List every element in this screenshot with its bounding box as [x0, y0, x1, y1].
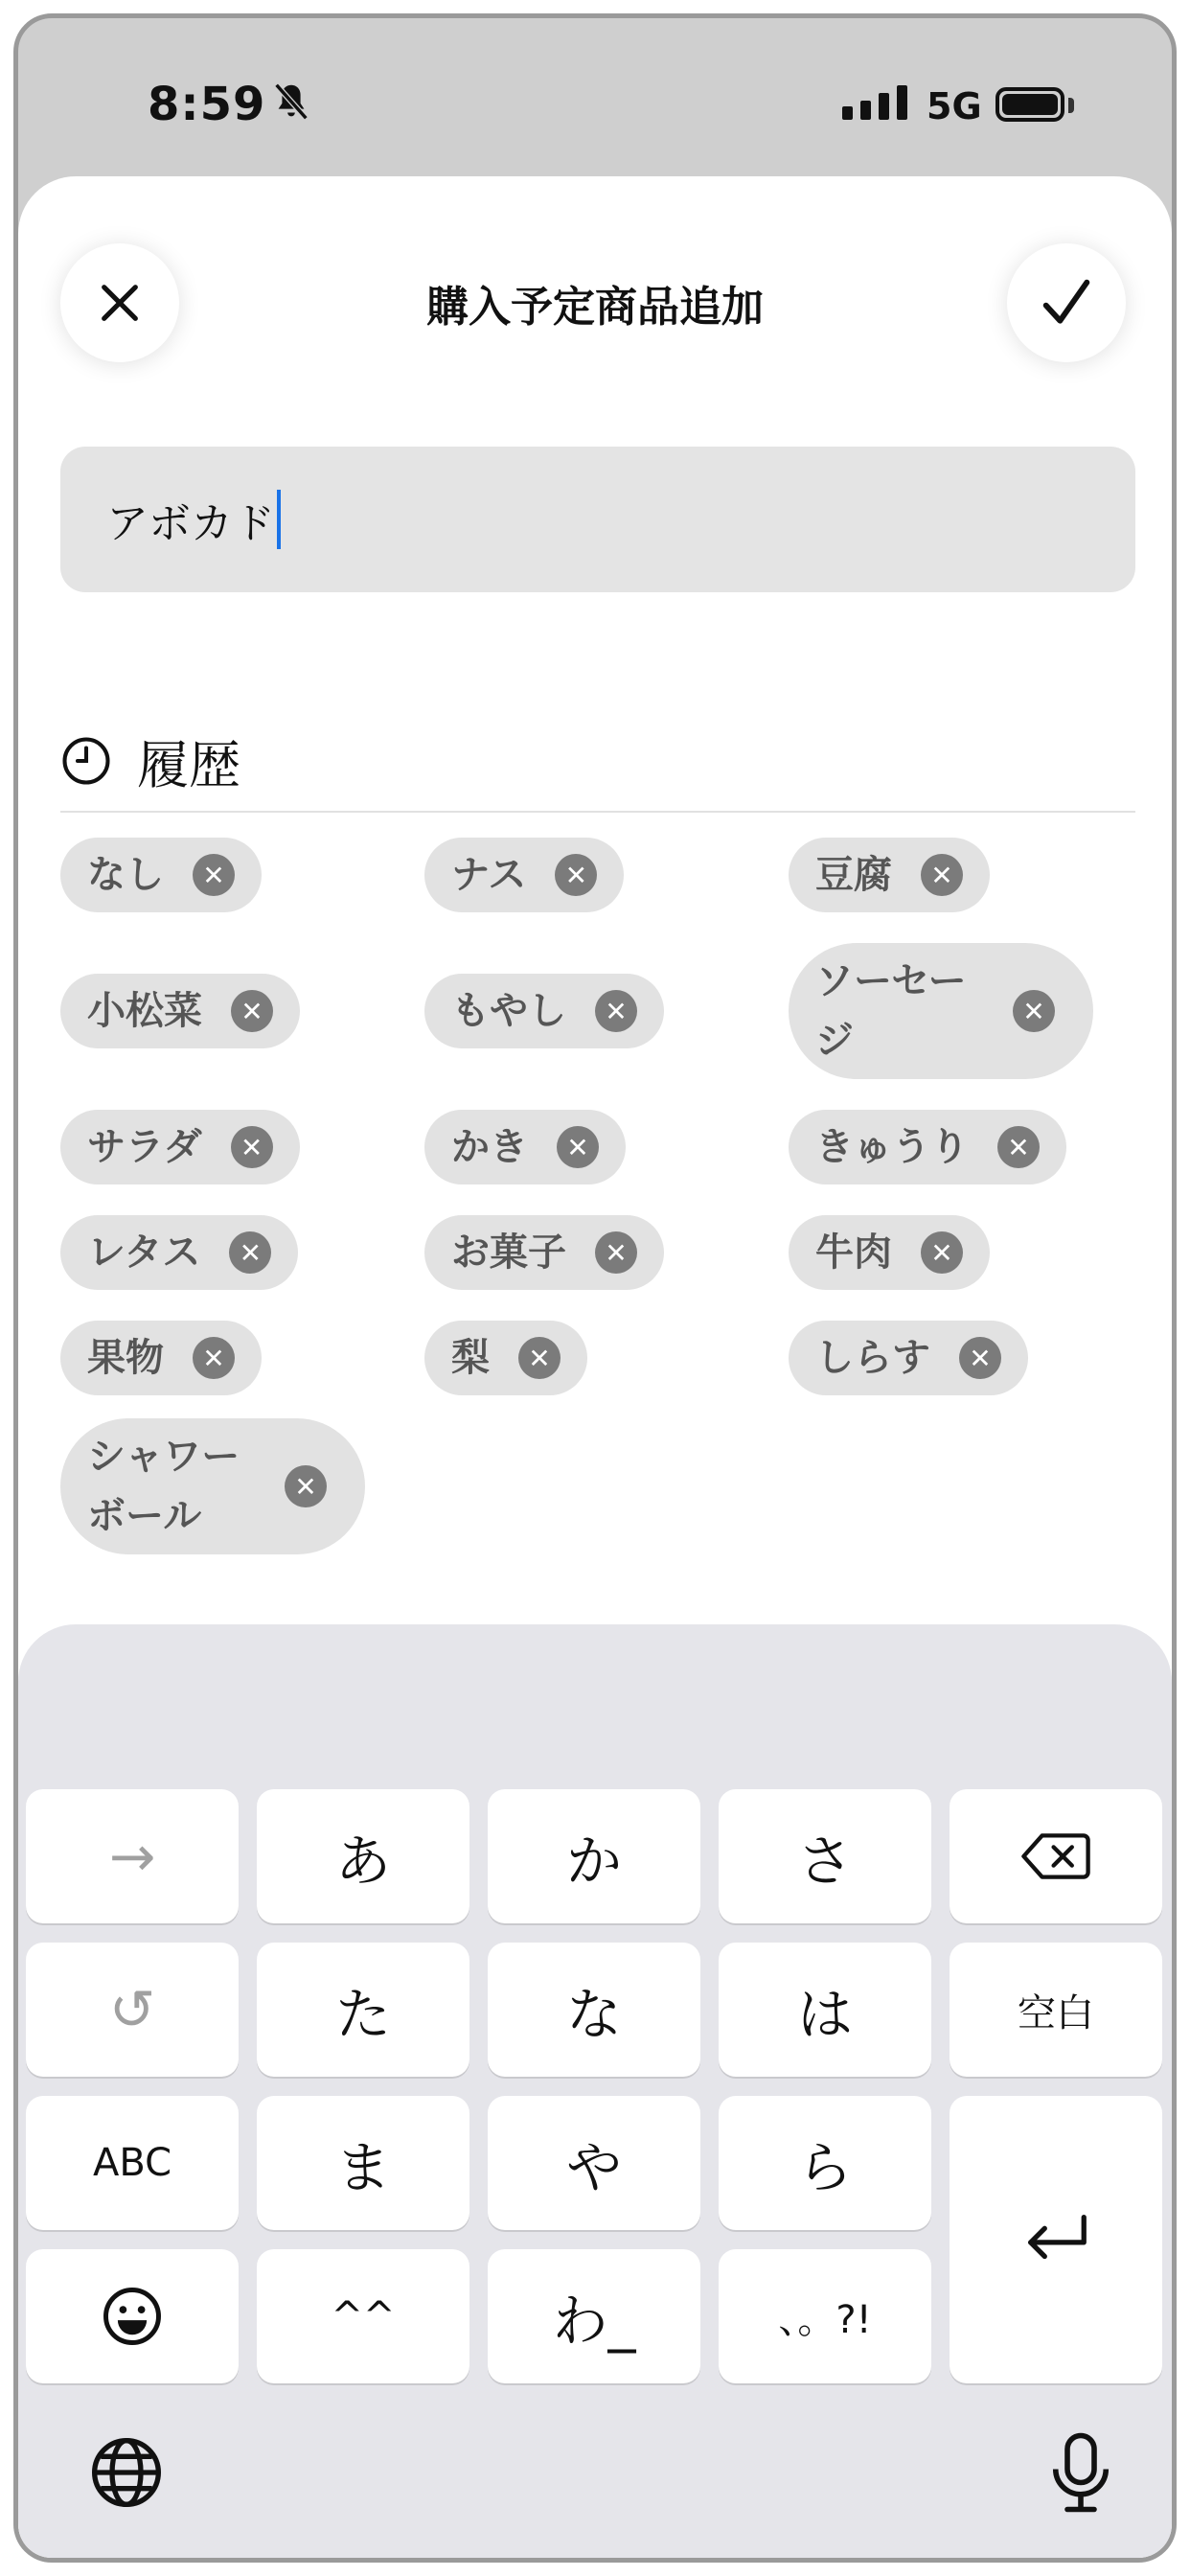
battery-icon	[995, 87, 1064, 122]
history-chip-label: 牛肉	[815, 1230, 892, 1275]
remove-chip-icon[interactable]: ✕	[1013, 990, 1055, 1032]
remove-chip-icon[interactable]: ✕	[231, 1126, 273, 1168]
checkmark-icon	[1036, 272, 1097, 334]
signal-icon	[842, 85, 907, 120]
key-na[interactable]: な	[488, 1943, 700, 2077]
history-chip-label: ナス	[451, 853, 527, 897]
remove-chip-icon[interactable]: ✕	[997, 1126, 1040, 1168]
confirm-button[interactable]	[1007, 243, 1126, 362]
history-chip-label: お菓子	[451, 1230, 566, 1275]
history-chip[interactable]	[60, 1110, 300, 1184]
history-chip-label: きゅうり	[815, 1125, 969, 1169]
history-chip-label: かき	[451, 1125, 528, 1169]
key-next[interactable]: →	[26, 1789, 239, 1923]
key-ka[interactable]: か	[488, 1789, 700, 1923]
history-chip[interactable]	[424, 974, 664, 1048]
globe-button[interactable]	[85, 2431, 168, 2514]
history-chip[interactable]	[789, 1321, 1028, 1395]
history-chip[interactable]	[60, 1418, 365, 1554]
history-chip-label: レタス	[87, 1230, 201, 1275]
battery-tip	[1068, 98, 1074, 113]
key-ha[interactable]: は	[719, 1943, 931, 2077]
key-punctuation[interactable]: 、。?!	[719, 2249, 931, 2383]
remove-chip-icon[interactable]: ✕	[231, 990, 273, 1032]
item-name-value: アボカド	[106, 499, 275, 548]
key-undo[interactable]: ↺	[26, 1943, 239, 2077]
key-ma[interactable]: ま	[257, 2096, 469, 2230]
remove-chip-icon[interactable]: ✕	[921, 854, 963, 896]
clock-icon	[60, 735, 112, 787]
status-bar	[18, 18, 1172, 181]
history-chip-label: 梨	[451, 1336, 490, 1380]
remove-chip-icon[interactable]: ✕	[557, 1126, 599, 1168]
history-chip[interactable]	[789, 838, 990, 912]
delete-key[interactable]	[950, 1789, 1162, 1923]
network-type: 5G	[927, 85, 982, 127]
history-chip[interactable]	[424, 1215, 664, 1290]
microphone-icon	[1047, 2432, 1114, 2513]
history-chip[interactable]	[424, 838, 624, 912]
history-chip-label: しらす	[815, 1336, 930, 1380]
key-space[interactable]: 空白	[950, 1943, 1162, 2077]
key-abc[interactable]: ABC	[26, 2096, 239, 2230]
globe-icon	[88, 2434, 165, 2511]
phone-frame	[13, 13, 1177, 2563]
return-icon	[1019, 2211, 1092, 2268]
history-chip-label: なし	[87, 853, 164, 897]
history-chip-label: 豆腐	[815, 853, 892, 897]
remove-chip-icon[interactable]: ✕	[193, 1337, 235, 1379]
history-chip[interactable]	[789, 1215, 990, 1290]
text-caret	[277, 490, 281, 549]
remove-chip-icon[interactable]: ✕	[285, 1465, 327, 1507]
item-name-input[interactable]	[60, 447, 1135, 592]
emoji-icon	[101, 2285, 164, 2348]
japanese-keyboard	[18, 1624, 1172, 2563]
remove-chip-icon[interactable]: ✕	[595, 1231, 637, 1274]
key-a[interactable]: あ	[257, 1789, 469, 1923]
history-chip-label: 小松菜	[87, 989, 202, 1033]
history-chip[interactable]	[424, 1110, 626, 1184]
history-chip-label: シャワーボール	[87, 1435, 240, 1538]
key-wa[interactable]: わ_	[488, 2249, 700, 2383]
key-sa[interactable]: さ	[719, 1789, 931, 1923]
emoji-key[interactable]	[26, 2249, 239, 2383]
history-chip[interactable]	[60, 974, 300, 1048]
return-key[interactable]	[950, 2096, 1162, 2383]
sheet-title: 購入予定商品追加	[426, 283, 764, 332]
history-divider	[60, 811, 1135, 813]
remove-chip-icon[interactable]: ✕	[921, 1231, 963, 1274]
remove-chip-icon[interactable]: ✕	[555, 854, 597, 896]
history-chip[interactable]	[60, 1321, 262, 1395]
history-chip-label: 果物	[87, 1336, 164, 1380]
history-chip[interactable]	[60, 838, 262, 912]
delete-icon	[1021, 1829, 1090, 1883]
key-ta[interactable]: た	[257, 1943, 469, 2077]
history-chip[interactable]	[424, 1321, 587, 1395]
remove-chip-icon[interactable]: ✕	[518, 1337, 561, 1379]
history-chip-label: もやし	[451, 989, 566, 1033]
key-ya[interactable]: や	[488, 2096, 700, 2230]
history-header	[60, 727, 240, 794]
microphone-button[interactable]	[1040, 2431, 1122, 2514]
history-chip-label: サラダ	[87, 1125, 202, 1169]
history-chip[interactable]	[789, 943, 1093, 1079]
remove-chip-icon[interactable]: ✕	[595, 990, 637, 1032]
history-chip[interactable]	[789, 1110, 1066, 1184]
history-chip-label: ソーセージ	[815, 959, 967, 1063]
status-time: 8:59	[148, 78, 266, 131]
bell-slash-icon	[269, 80, 313, 124]
remove-chip-icon[interactable]: ✕	[193, 854, 235, 896]
history-label: 履歴	[137, 734, 240, 795]
remove-chip-icon[interactable]: ✕	[959, 1337, 1001, 1379]
key-ra[interactable]: ら	[719, 2096, 931, 2230]
key-face[interactable]: ^^	[257, 2249, 469, 2383]
history-chip[interactable]	[60, 1215, 298, 1290]
remove-chip-icon[interactable]: ✕	[229, 1231, 271, 1274]
